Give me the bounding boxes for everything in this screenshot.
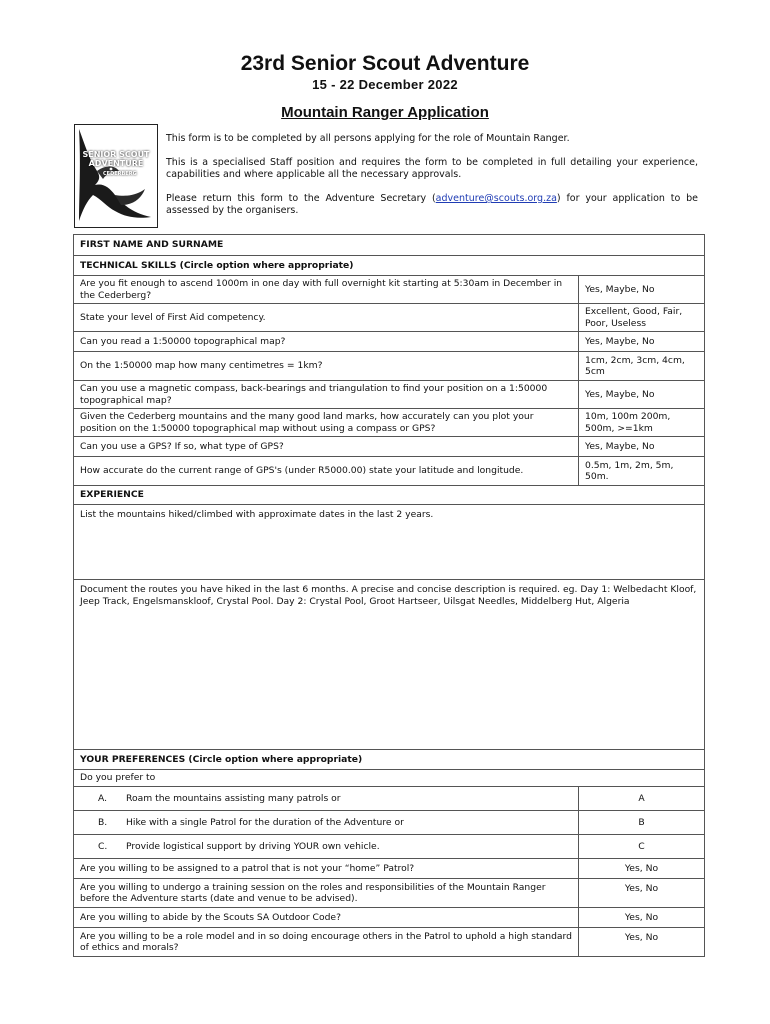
answer-options[interactable]: Yes, No (579, 928, 705, 957)
logo-text (75, 150, 157, 168)
experience-header: EXPERIENCE (74, 486, 705, 505)
application-form (73, 234, 705, 957)
option-letter: A. (98, 792, 108, 804)
answer-options[interactable]: Yes, Maybe, No (579, 381, 705, 409)
question-cell: On the 1:50000 map how many centimetres = 1km? (74, 352, 579, 381)
table-row (74, 811, 705, 835)
answer-options[interactable]: Yes, Maybe, No (579, 276, 705, 304)
option-a (74, 787, 579, 811)
question-cell: Are you fit enough to ascend 1000m in one day with full overnight kit starting at 5:30am in December in the Cederberg? (74, 276, 579, 304)
name-field[interactable]: FIRST NAME AND SURNAME (74, 235, 705, 256)
routes-hiked-field[interactable]: Document the routes you have hiked in the last 6 months. A precise and concise description is required. eg. Day 1: Welbedacht Kloof, Jeep Track, Engelsmanskloof, Crystal Pool. Day 2: Crystal Pool, Groot Hartseer, Uilsgat Needles, Middelberg Hut, Algeria (74, 580, 705, 750)
question-cell: Can you read a 1:50000 topographical map? (74, 332, 579, 352)
table-row (74, 276, 705, 304)
answer-options[interactable]: Yes, Maybe, No (579, 332, 705, 352)
table-row (74, 332, 705, 352)
event-logo (74, 124, 158, 228)
option-b-answer[interactable]: B (579, 811, 705, 835)
answer-options[interactable]: Yes, No (579, 908, 705, 928)
question-cell: How accurate do the current range of GPS's (under R5000.00) state your latitude and longitude. (74, 457, 579, 486)
preferences-header: YOUR PREFERENCES (Circle option where appropriate) (74, 750, 705, 770)
table-row (74, 437, 705, 457)
intro-paragraph-3 (166, 193, 698, 217)
intro-paragraph-1: This form is to be completed by all persons applying for the role of Mountain Ranger. (166, 133, 570, 144)
event-dates: 15 - 22 December 2022 (312, 77, 458, 92)
option-b (74, 811, 579, 835)
table-row (74, 304, 705, 332)
option-c (74, 835, 579, 859)
question-cell: Are you willing to be a role model and in so doing encourage others in the Patrol to uphold a high standard of ethics and morals? (74, 928, 579, 957)
table-row (74, 928, 705, 957)
option-text: Provide logistical support by driving YOUR own vehicle. (126, 840, 380, 852)
page-title: 23rd Senior Scout Adventure (240, 52, 530, 75)
intro-p3-text-end: ) for your application to be assessed by the organisers. (166, 193, 698, 216)
question-cell: Given the Cederberg mountains and the many good land marks, how accurately can you plot your position on the 1:50000 topographical map without using a compass or GPS? (74, 409, 579, 437)
option-text: Hike with a single Patrol for the duration of the Adventure or (126, 816, 404, 828)
answer-options[interactable]: 1cm, 2cm, 3cm, 4cm, 5cm (579, 352, 705, 381)
logo-line3: CEDERBERG (103, 171, 137, 177)
option-c-answer[interactable]: C (579, 835, 705, 859)
technical-skills-header: TECHNICAL SKILLS (Circle option where appropriate) (74, 256, 705, 276)
prefer-prompt: Do you prefer to (74, 770, 705, 787)
question-cell: Can you use a GPS? If so, what type of GPS? (74, 437, 579, 457)
mountains-hiked-field[interactable]: List the mountains hiked/climbed with approximate dates in the last 2 years. (74, 505, 705, 580)
option-letter: C. (98, 840, 108, 852)
answer-options[interactable]: Excellent, Good, Fair, Poor, Useless (579, 304, 705, 332)
table-row (74, 835, 705, 859)
logo-line2: ADVENTURE (88, 159, 144, 168)
table-row (74, 409, 705, 437)
table-row (74, 352, 705, 381)
table-row (74, 908, 705, 928)
option-text: Roam the mountains assisting many patrols or (126, 792, 341, 804)
table-row (74, 787, 705, 811)
question-cell: Are you willing to be assigned to a patrol that is not your “home” Patrol? (74, 859, 579, 879)
answer-options[interactable]: Yes, Maybe, No (579, 437, 705, 457)
answer-options[interactable]: 0.5m, 1m, 2m, 5m, 50m. (579, 457, 705, 486)
intro-paragraph-2: This is a specialised Staff position and requires the form to be completed in full detailing your experience, capabilities and where applicable all the necessary approvals. (166, 157, 698, 180)
option-letter: B. (98, 816, 108, 828)
question-cell: State your level of First Aid competency. (74, 304, 579, 332)
question-cell: Can you use a magnetic compass, back-bearings and triangulation to find your position on a 1:50000 topographical map? (74, 381, 579, 409)
logo-line1: SENIOR SCOUT (82, 150, 150, 159)
question-cell: Are you willing to undergo a training session on the roles and responsibilities of the Mountain Ranger before the Adventure starts (date and venue to be advised). (74, 879, 579, 908)
table-row (74, 879, 705, 908)
question-cell: Are you willing to abide by the Scouts SA Outdoor Code? (74, 908, 579, 928)
answer-options[interactable]: Yes, No (579, 859, 705, 879)
table-row (74, 457, 705, 486)
form-title: Mountain Ranger Application (281, 104, 489, 121)
table-row (74, 381, 705, 409)
intro-p3-text: Please return this form to the Adventure Secretary ( (166, 193, 436, 204)
secretary-email-link[interactable]: adventure@scouts.org.za (435, 193, 557, 204)
answer-options[interactable]: Yes, No (579, 879, 705, 908)
answer-options[interactable]: 10m, 100m 200m, 500m, >=1km (579, 409, 705, 437)
table-row (74, 859, 705, 879)
option-a-answer[interactable]: A (579, 787, 705, 811)
